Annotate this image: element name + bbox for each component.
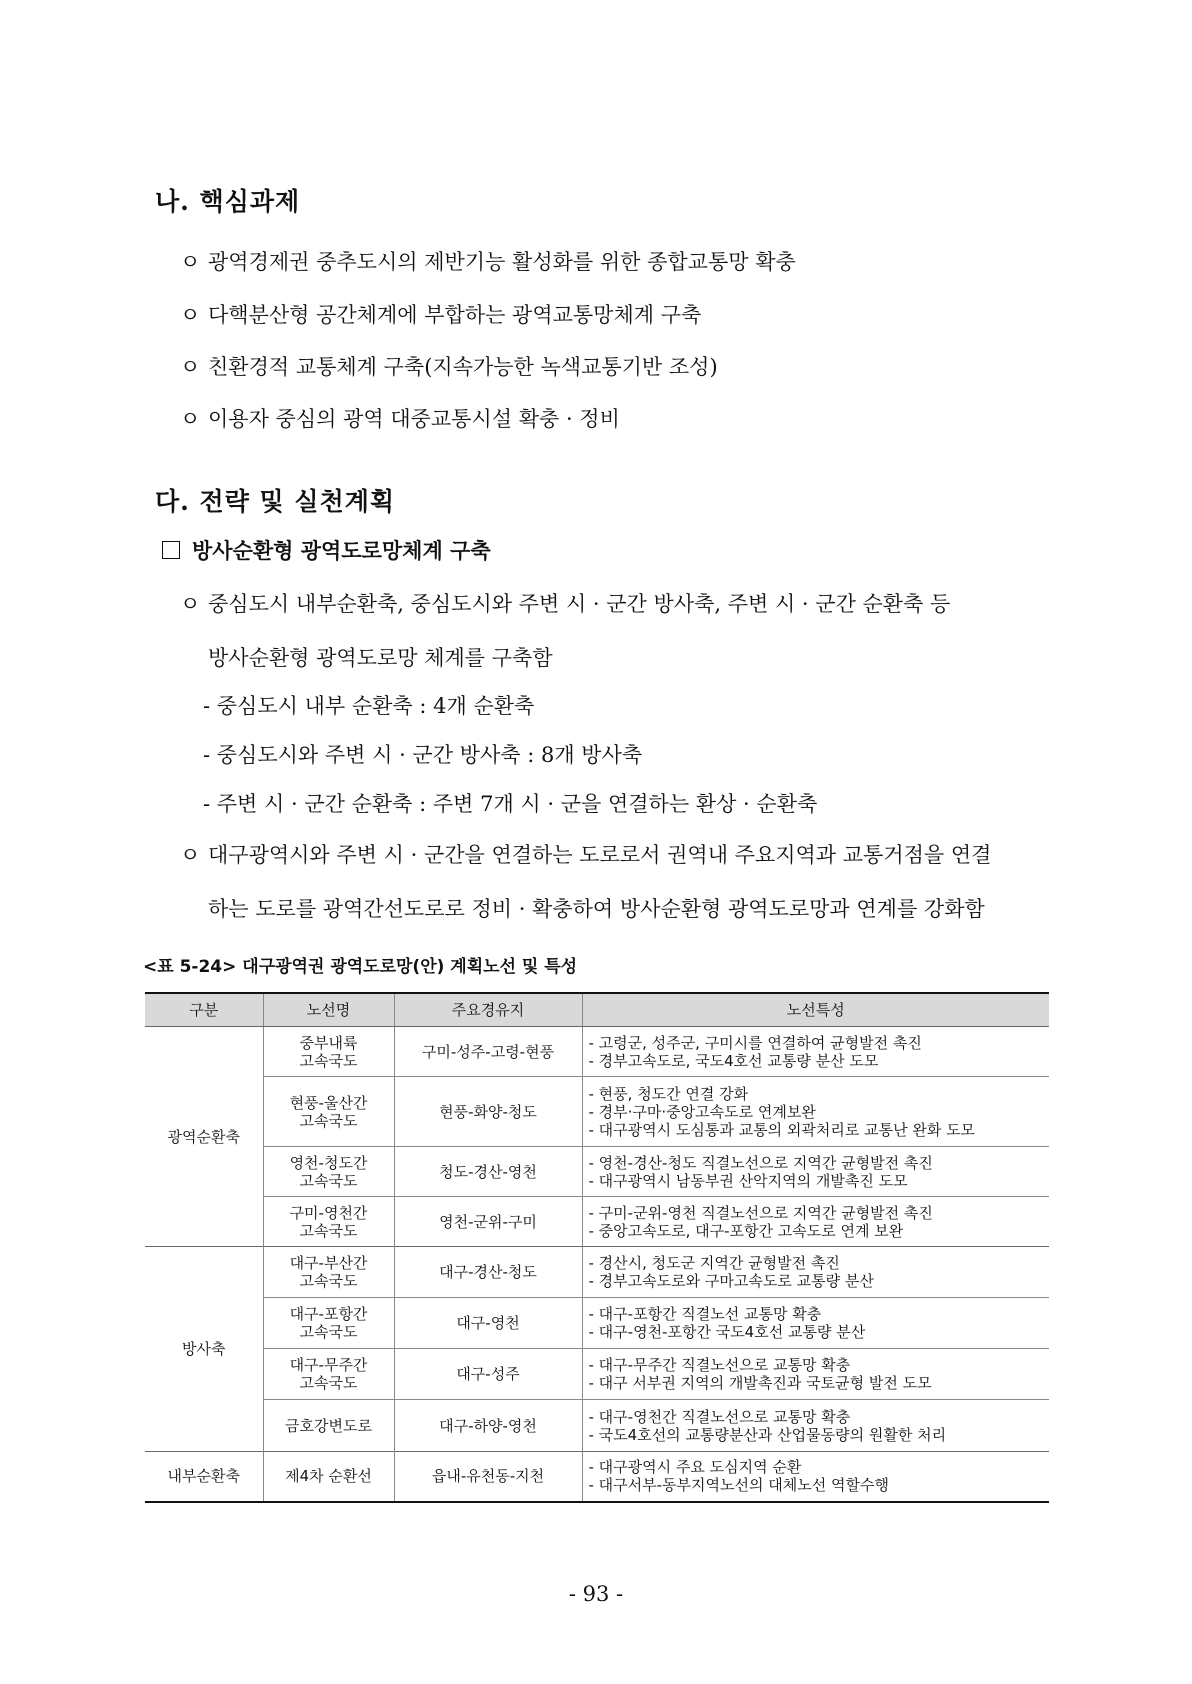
bullet-mark: ㅇ — [180, 250, 201, 274]
table-row — [145, 1452, 1049, 1502]
table-row — [145, 1349, 1049, 1400]
core-task-item: ㅇ 광역경제권 중추도시의 제반기능 활성화를 위한 종합교통망 확충 — [180, 250, 796, 274]
dash-item: - 중심도시와 주변 시 · 군간 방사축 : 8개 방사축 — [203, 743, 643, 767]
bullet-mark: ㅇ — [180, 355, 201, 379]
route-via: 현풍-화양-청도 — [394, 1077, 582, 1147]
header-main-via: 주요경유지 — [394, 993, 582, 1027]
section-heading-strategy: 다. 전략 및 실천계획 — [155, 487, 396, 516]
route-features: - 대구-무주간 직결노선으로 교통망 확충 - 대구 서부권 지역의 개발촉진과 국토균형 발전 도모 — [582, 1349, 1049, 1400]
core-task-item: ㅇ 이용자 중심의 광역 대중교통시설 확충 · 정비 — [180, 407, 620, 431]
strategy-bullet: ㅇ 대구광역시와 주변 시 · 군간을 연결하는 도로로서 권역내 주요지역과 교통거점을 연결 — [180, 843, 992, 867]
route-features: - 현풍, 청도간 연결 강화 - 경부·구마·중앙고속도로 연계보완 - 대구광역시 도심통과 교통의 외곽처리로 교통난 완화 도모 — [582, 1077, 1049, 1147]
table-row — [145, 1147, 1049, 1197]
table-header-row — [145, 993, 1049, 1027]
route-via: 대구-경산-청도 — [394, 1247, 582, 1298]
route-name: 대구-무주간 고속국도 — [263, 1349, 394, 1400]
route-name: 제4차 순환선 — [263, 1452, 394, 1502]
core-task-item: ㅇ 다핵분산형 공간체계에 부합하는 광역교통망체계 구축 — [180, 303, 702, 327]
table-row — [145, 1027, 1049, 1077]
group-name: 광역순환축 — [145, 1027, 263, 1247]
subsection-heading: 방사순환형 광역도로망체계 구축 — [162, 535, 491, 565]
table-row — [145, 1400, 1049, 1452]
table-row — [145, 1197, 1049, 1247]
route-via: 영천-군위-구미 — [394, 1197, 582, 1247]
route-name: 구미-영천간 고속국도 — [263, 1197, 394, 1247]
table-caption: <표 5-24> 대구광역권 광역도로망(안) 계획노선 및 특성 — [143, 957, 578, 977]
route-via: 대구-하양-영천 — [394, 1400, 582, 1452]
bullet-mark: ㅇ — [180, 303, 201, 327]
route-features: - 고령군, 성주군, 구미시를 연결하여 균형발전 촉진 - 경부고속도로, 국도4호선 교통량 분산 도모 — [582, 1027, 1049, 1077]
route-via: 읍내-유천동-지천 — [394, 1452, 582, 1502]
group-name: 방사축 — [145, 1247, 263, 1452]
route-features: - 대구-포항간 직결노선 교통망 확충 - 대구-영천-포항간 국도4호선 교통량 분산 — [582, 1298, 1049, 1349]
strategy-bullet: ㅇ 중심도시 내부순환축, 중심도시와 주변 시 · 군간 방사축, 주변 시 · 군간 순환축 등 — [180, 592, 951, 616]
route-name: 대구-포항간 고속국도 — [263, 1298, 394, 1349]
header-route-features: 노선특성 — [582, 993, 1049, 1027]
checkbox-square-icon — [162, 541, 180, 559]
route-via: 대구-성주 — [394, 1349, 582, 1400]
group-name: 내부순환축 — [145, 1452, 263, 1502]
route-name: 금호강변도로 — [263, 1400, 394, 1452]
route-features: - 대구광역시 주요 도심지역 순환 - 대구서부-동부지역노선의 대체노선 역할수행 — [582, 1452, 1049, 1502]
route-features: - 구미-군위-영천 직결노선으로 지역간 균형발전 촉진 - 중앙고속도로, 대구-포항간 고속도로 연계 보완 — [582, 1197, 1049, 1247]
header-route-name: 노선명 — [263, 993, 394, 1027]
page-number: - 93 - — [568, 1582, 624, 1606]
core-task-item: ㅇ 친환경적 교통체계 구축(지속가능한 녹색교통기반 조성) — [180, 355, 718, 379]
route-via: 청도-경산-영천 — [394, 1147, 582, 1197]
route-features: - 영천-경산-청도 직결노선으로 지역간 균형발전 촉진 - 대구광역시 남동부권 산악지역의 개발촉진 도모 — [582, 1147, 1049, 1197]
route-name: 영천-청도간 고속국도 — [263, 1147, 394, 1197]
route-table — [145, 992, 1049, 1503]
bullet-mark: ㅇ — [180, 592, 201, 616]
bullet-mark: ㅇ — [180, 407, 201, 431]
dash-item: - 주변 시 · 군간 순환축 : 주변 7개 시 · 군을 연결하는 환상 · 순환축 — [203, 792, 818, 816]
dash-item: - 중심도시 내부 순환축 : 4개 순환축 — [203, 694, 535, 718]
route-name: 중부내륙 고속국도 — [263, 1027, 394, 1077]
route-features: - 경산시, 청도군 지역간 균형발전 촉진 - 경부고속도로와 구마고속도로 교통량 분산 — [582, 1247, 1049, 1298]
table-row — [145, 1077, 1049, 1147]
section-heading-core-tasks: 나. 핵심과제 — [155, 187, 301, 216]
route-name: 현풍-울산간 고속국도 — [263, 1077, 394, 1147]
table-row — [145, 1247, 1049, 1298]
strategy-bullet-continuation: 방사순환형 광역도로망 체계를 구축함 — [208, 646, 553, 670]
strategy-bullet-continuation: 하는 도로를 광역간선도로로 정비 · 확충하여 방사순환형 광역도로망과 연계를 강화함 — [208, 897, 985, 921]
table-row — [145, 1298, 1049, 1349]
route-name: 대구-부산간 고속국도 — [263, 1247, 394, 1298]
route-via: 대구-영천 — [394, 1298, 582, 1349]
route-via: 구미-성주-고령-현풍 — [394, 1027, 582, 1077]
header-category: 구분 — [145, 993, 263, 1027]
bullet-mark: ㅇ — [180, 843, 201, 867]
route-features: - 대구-영천간 직결노선으로 교통망 확충 - 국도4호선의 교통량분산과 산업물동량의 원활한 처리 — [582, 1400, 1049, 1452]
